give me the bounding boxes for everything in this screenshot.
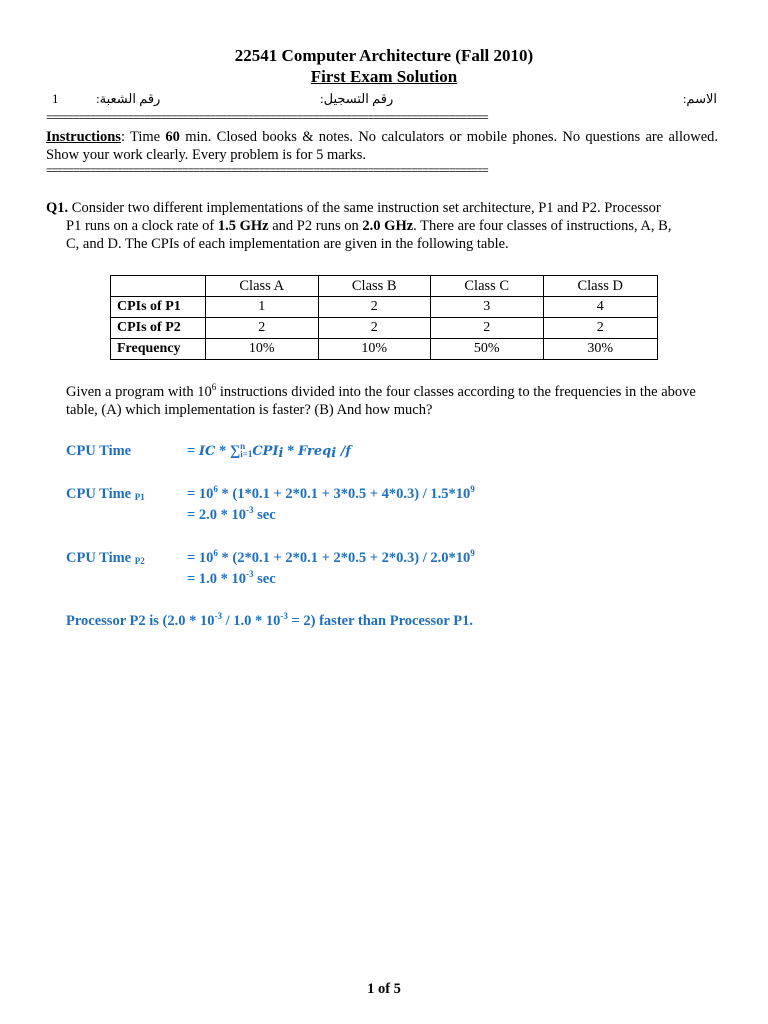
table-header-cell bbox=[111, 276, 206, 297]
clock-rate-p2: 2.0 GHz bbox=[362, 218, 414, 234]
exam-duration: 60 bbox=[165, 129, 180, 145]
separator-line-top: ================================================================================= bbox=[46, 113, 488, 125]
table-cell: 10% bbox=[206, 339, 319, 360]
table-cell: 30% bbox=[543, 339, 658, 360]
table-cell: 10% bbox=[318, 339, 431, 360]
speedup-conclusion: Processor P2 is $(2.0 * 10^{-3} / 1.0 * 10^{-3} = 2)$ faster than Processor P1. bbox=[66, 611, 473, 629]
table-cell: 2 bbox=[431, 318, 544, 339]
table-header-cell: Class C bbox=[431, 276, 544, 297]
instructions-text-1: : Time bbox=[120, 129, 166, 145]
table-cell: 3 bbox=[431, 297, 544, 318]
exam-solution-subtitle: First Exam Solution bbox=[310, 67, 458, 86]
table-row-label: Frequency bbox=[111, 339, 206, 360]
student-info-row bbox=[52, 89, 717, 109]
separator-line-bottom: ================================================================================= bbox=[46, 166, 488, 178]
cpu-time-p1-result: = $2.0 * 10^{-3}$ sec bbox=[187, 505, 276, 523]
table-header-cell: Class A bbox=[206, 276, 319, 297]
cpu-time-formula: = IC * $\sum^n_{i=1}CPI_i$ * Freq$_i$ /f bbox=[187, 441, 352, 461]
question-1-line-1: Consider two different implementations of the same instruction set architecture, P1 and P2. Processor bbox=[68, 200, 661, 216]
question-1-line-2: P1 runs on a clock rate of 1.5 GHz and P2 runs on 2.0 GHz. There are four classes of instructions, A, B, bbox=[66, 218, 672, 234]
question-1-label: Q1. bbox=[46, 200, 69, 216]
question-1-line-3: C, and D. The CPIs of each implementation are given in the following table. bbox=[66, 236, 509, 252]
table-cell: 2 bbox=[318, 297, 431, 318]
question-1-prompt: Given a program with $10^6$ instructions divided into the four classes according to the frequencies in the above table, (A) which implementation is faster? (B) And how much? bbox=[66, 382, 696, 418]
clock-rate-p1: 1.5 GHz bbox=[217, 218, 269, 234]
cpu-time-p2-label: CPU Time $_{P2}$ bbox=[66, 550, 145, 566]
question-1 bbox=[46, 199, 718, 253]
name-label: الاسم: bbox=[682, 91, 717, 106]
instructions-label: Instructions bbox=[46, 129, 121, 145]
table-row bbox=[111, 318, 658, 339]
table-row bbox=[111, 339, 658, 360]
section-label: رقم الشعبة: bbox=[96, 91, 161, 106]
table-cell: 1 bbox=[206, 297, 319, 318]
cpu-time-p2-result: = $1.0 * 10^{-3}$ sec bbox=[187, 569, 276, 587]
section-number: 1 bbox=[52, 91, 59, 106]
cpu-time-p1-label: CPU Time $_{P1}$ bbox=[66, 486, 145, 502]
instructions-paragraph bbox=[46, 128, 718, 164]
table-header-row bbox=[111, 276, 658, 297]
table-row-label: CPIs of P1 bbox=[111, 297, 206, 318]
instructions-text-2: min. Closed books & notes. No calculators or mobile phones. No questions are allowed. Show your work clearly. Every problem is for 5 marks. bbox=[46, 129, 719, 163]
registration-label: رقم التسجيل: bbox=[320, 91, 394, 106]
table-header-cell: Class B bbox=[318, 276, 431, 297]
table-cell: 50% bbox=[431, 339, 544, 360]
table-cell: 2 bbox=[206, 318, 319, 339]
cpu-time-label: CPU Time bbox=[66, 443, 132, 459]
exam-course-title: 22541 Computer Architecture (Fall 2010) bbox=[234, 46, 534, 65]
table-header-cell: Class D bbox=[543, 276, 658, 297]
cpu-time-p1-calc: = $10^6 * (1*0.1 + 2*0.1 + 3*0.5 + 4*0.3) / 1.5*10^9$ bbox=[187, 484, 475, 502]
page-number: 1 of 5 bbox=[367, 981, 401, 997]
cpu-time-p2-calc: = $10^6 * (2*0.1 + 2*0.1 + 2*0.5 + 2*0.3) / 2.0*10^9$ bbox=[187, 548, 475, 566]
cpi-table bbox=[110, 275, 658, 360]
table-cell: 4 bbox=[543, 297, 658, 318]
table-row-label: CPIs of P2 bbox=[111, 318, 206, 339]
table-row bbox=[111, 297, 658, 318]
table-cell: 2 bbox=[543, 318, 658, 339]
table-cell: 2 bbox=[318, 318, 431, 339]
